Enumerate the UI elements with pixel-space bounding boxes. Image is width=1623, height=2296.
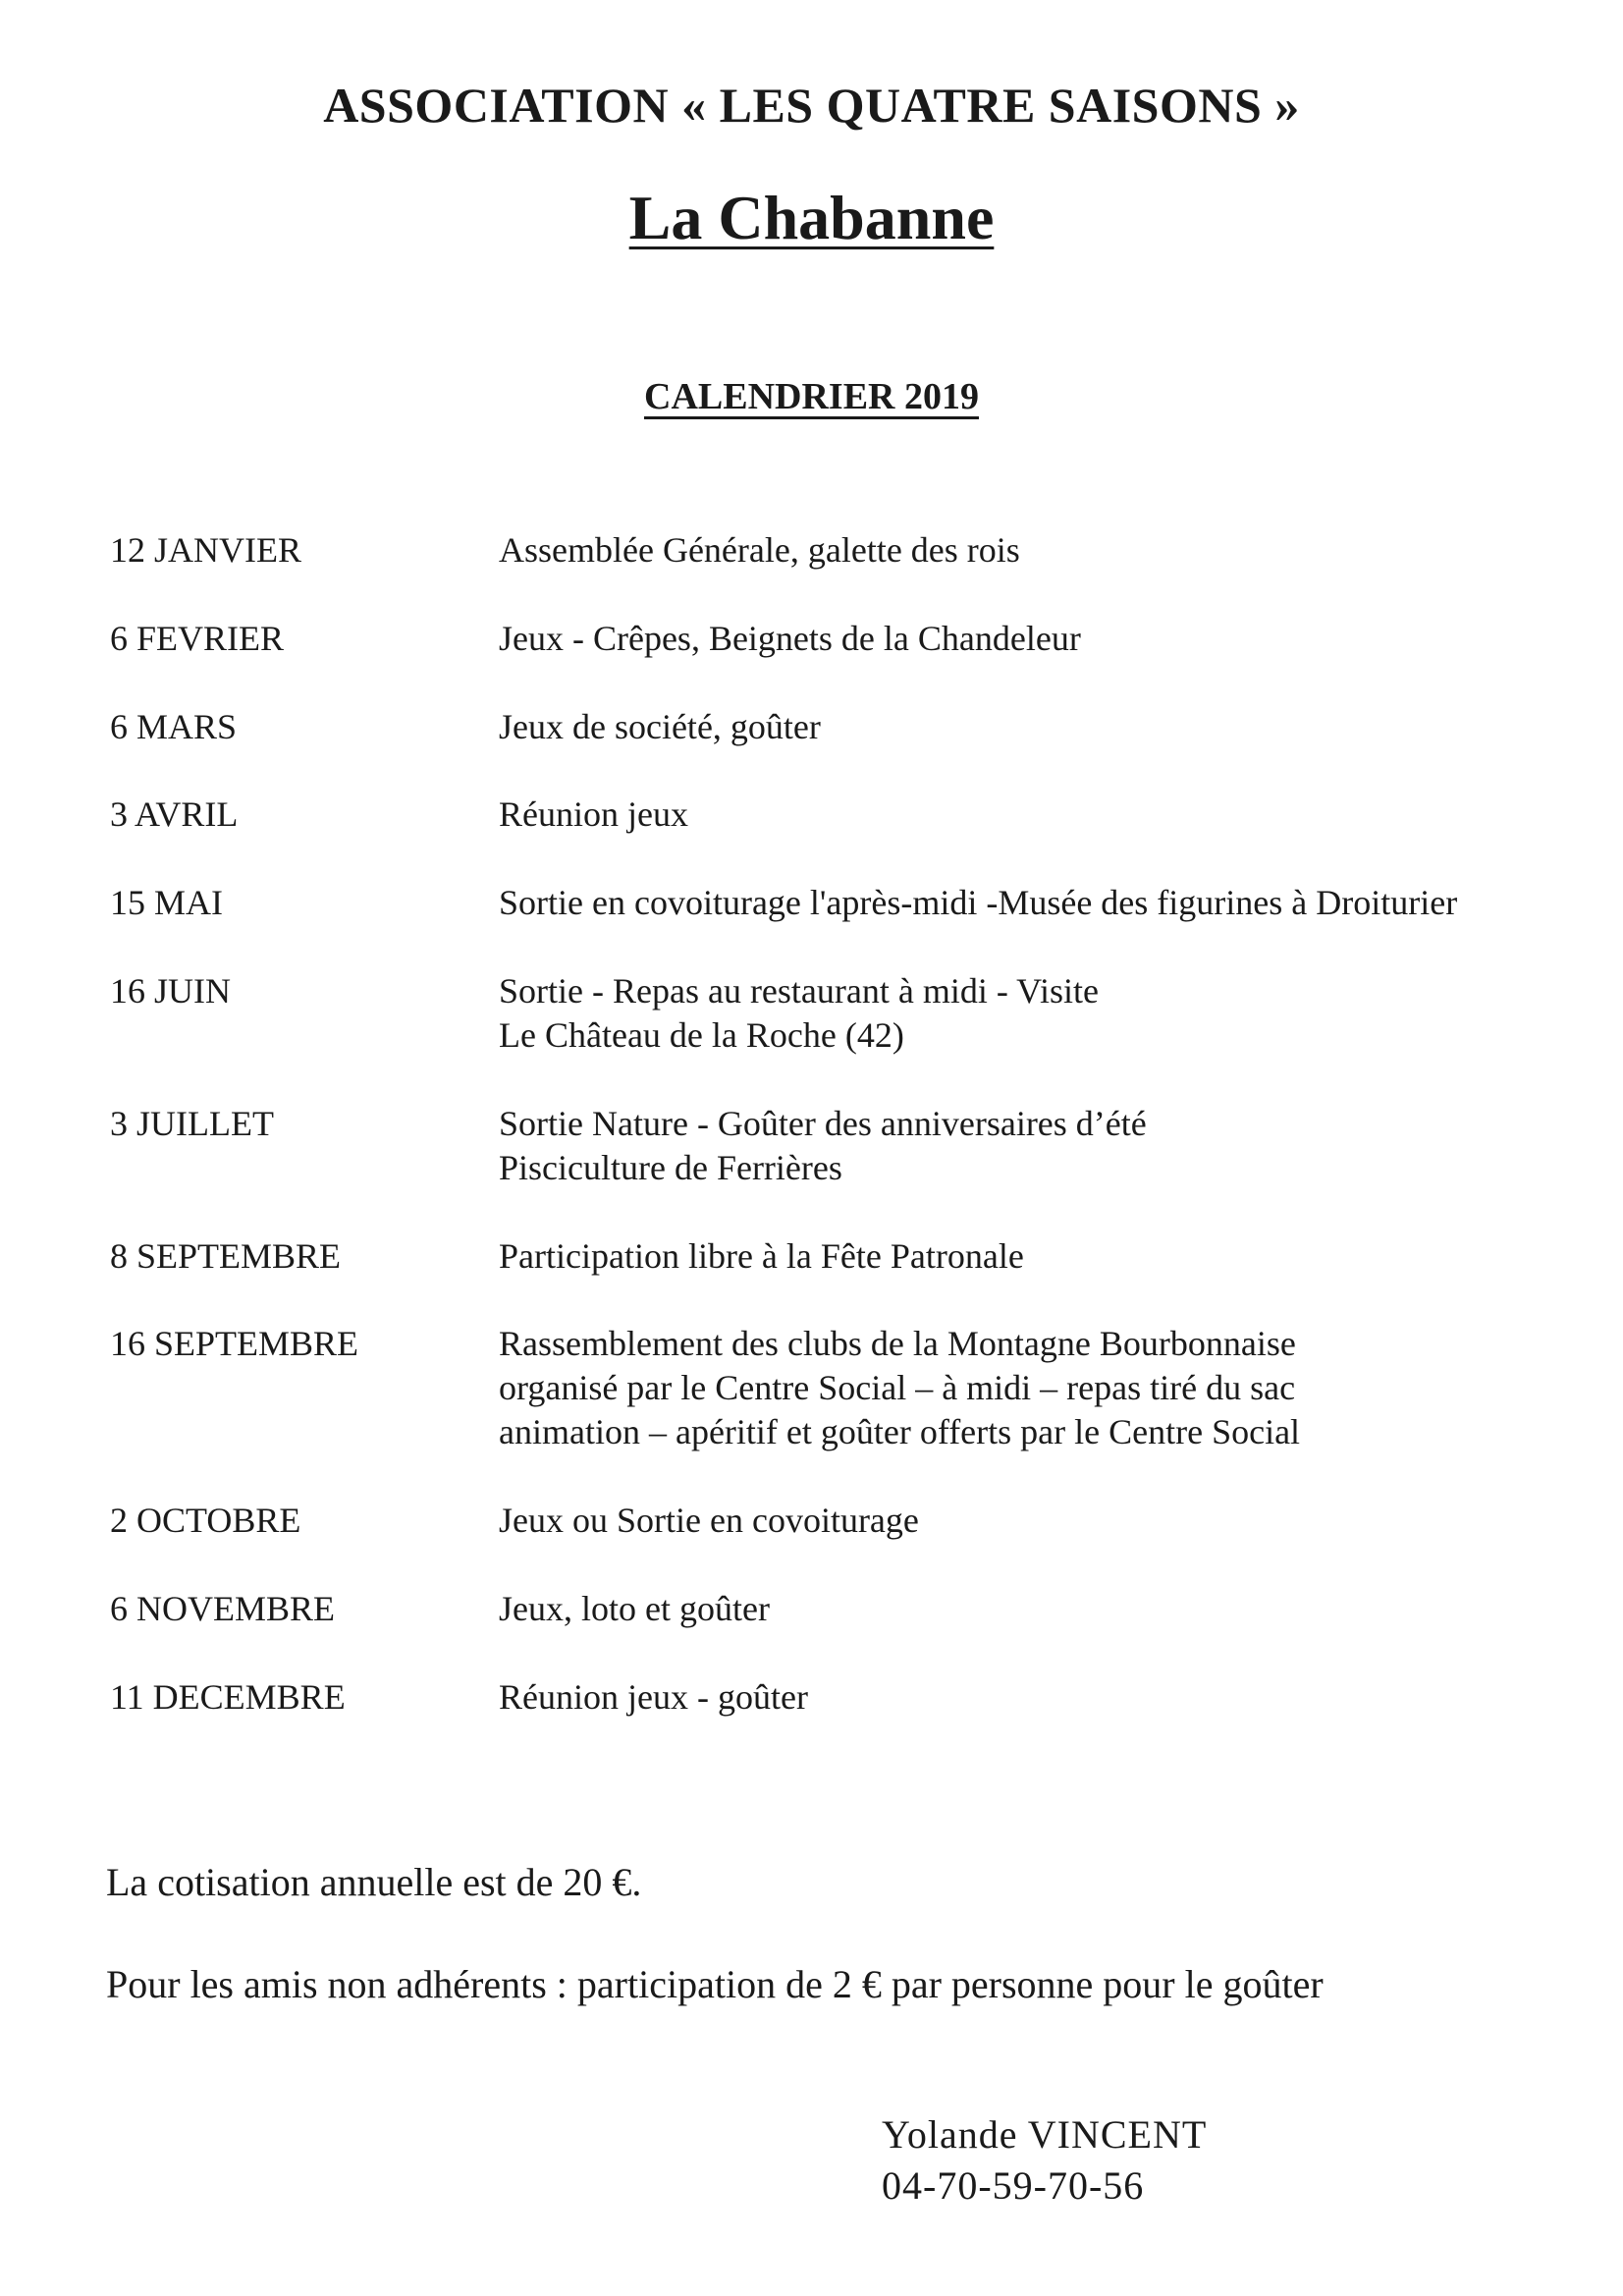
event-date: 3 JUILLET bbox=[110, 1104, 274, 1143]
event-description bbox=[499, 969, 1598, 1058]
event-description-line: Participation libre à la Fête Patronale bbox=[499, 1236, 1024, 1276]
event-description-line: Sortie - Repas au restaurant à midi - Visite bbox=[499, 971, 1100, 1011]
signature-phone: 04-70-59-70-56 bbox=[882, 2163, 1145, 2208]
event-description-line: Jeux ou Sortie en covoiturage bbox=[499, 1501, 919, 1540]
signature-name: Yolande VINCENT bbox=[882, 2112, 1208, 2157]
event-description-line: Rassemblement des clubs de la Montagne Bourbonnaise bbox=[499, 1324, 1296, 1363]
event-description bbox=[499, 881, 1598, 925]
event-description-line: organisé par le Centre Social – à midi – repas tiré du sac bbox=[499, 1368, 1296, 1407]
event-description-line: Sortie en covoiturage l'après-midi -Musée des figurines à Droiturier bbox=[499, 883, 1458, 922]
event-date: 11 DECEMBRE bbox=[110, 1677, 346, 1717]
event-description-line: Assemblée Générale, galette des rois bbox=[499, 530, 1020, 570]
event-description-line: Réunion jeux - goûter bbox=[499, 1677, 808, 1717]
guests-note: Pour les amis non adhérents : participation de 2 € par personne pour le goûter bbox=[106, 1962, 1324, 2006]
event-description-line: Pisciculture de Ferrières bbox=[499, 1148, 842, 1187]
event-description-line: Sortie Nature - Goûter des anniversaires d’été bbox=[499, 1104, 1147, 1143]
event-description-line: Réunion jeux bbox=[499, 794, 688, 834]
fee-note: La cotisation annuelle est de 20 €. bbox=[106, 1860, 642, 1904]
event-description bbox=[499, 793, 1598, 837]
event-description bbox=[499, 1587, 1598, 1631]
event-description-line: Jeux de société, goûter bbox=[499, 707, 821, 746]
event-description bbox=[499, 1102, 1598, 1190]
event-date: 15 MAI bbox=[110, 883, 223, 922]
event-description bbox=[499, 1322, 1598, 1454]
event-date: 12 JANVIER bbox=[110, 530, 301, 570]
place-title-text: La Chabanne bbox=[628, 183, 995, 252]
event-date: 3 AVRIL bbox=[110, 794, 239, 834]
event-description-line: Jeux - Crêpes, Beignets de la Chandeleur bbox=[499, 619, 1081, 658]
event-description bbox=[499, 1234, 1598, 1279]
event-description bbox=[499, 528, 1598, 573]
calendar-title-text: CALENDRIER 2019 bbox=[644, 376, 979, 417]
event-description-line: animation – apéritif et goûter offerts par le Centre Social bbox=[499, 1412, 1301, 1451]
event-date: 6 FEVRIER bbox=[110, 619, 285, 658]
event-date: 6 MARS bbox=[110, 707, 238, 746]
event-description-line: Le Château de la Roche (42) bbox=[499, 1015, 904, 1055]
place-title bbox=[0, 182, 1623, 254]
event-description bbox=[499, 1675, 1598, 1720]
event-description bbox=[499, 617, 1598, 661]
event-description bbox=[499, 1499, 1598, 1543]
event-date: 16 SEPTEMBRE bbox=[110, 1324, 359, 1363]
event-description bbox=[499, 705, 1598, 749]
event-description-line: Jeux, loto et goûter bbox=[499, 1589, 770, 1628]
association-title: ASSOCIATION « LES QUATRE SAISONS » bbox=[323, 78, 1300, 133]
event-date: 2 OCTOBRE bbox=[110, 1501, 301, 1540]
event-date: 6 NOVEMBRE bbox=[110, 1589, 336, 1628]
event-date: 8 SEPTEMBRE bbox=[110, 1236, 342, 1276]
calendar-title bbox=[0, 375, 1623, 418]
event-date: 16 JUIN bbox=[110, 971, 231, 1011]
